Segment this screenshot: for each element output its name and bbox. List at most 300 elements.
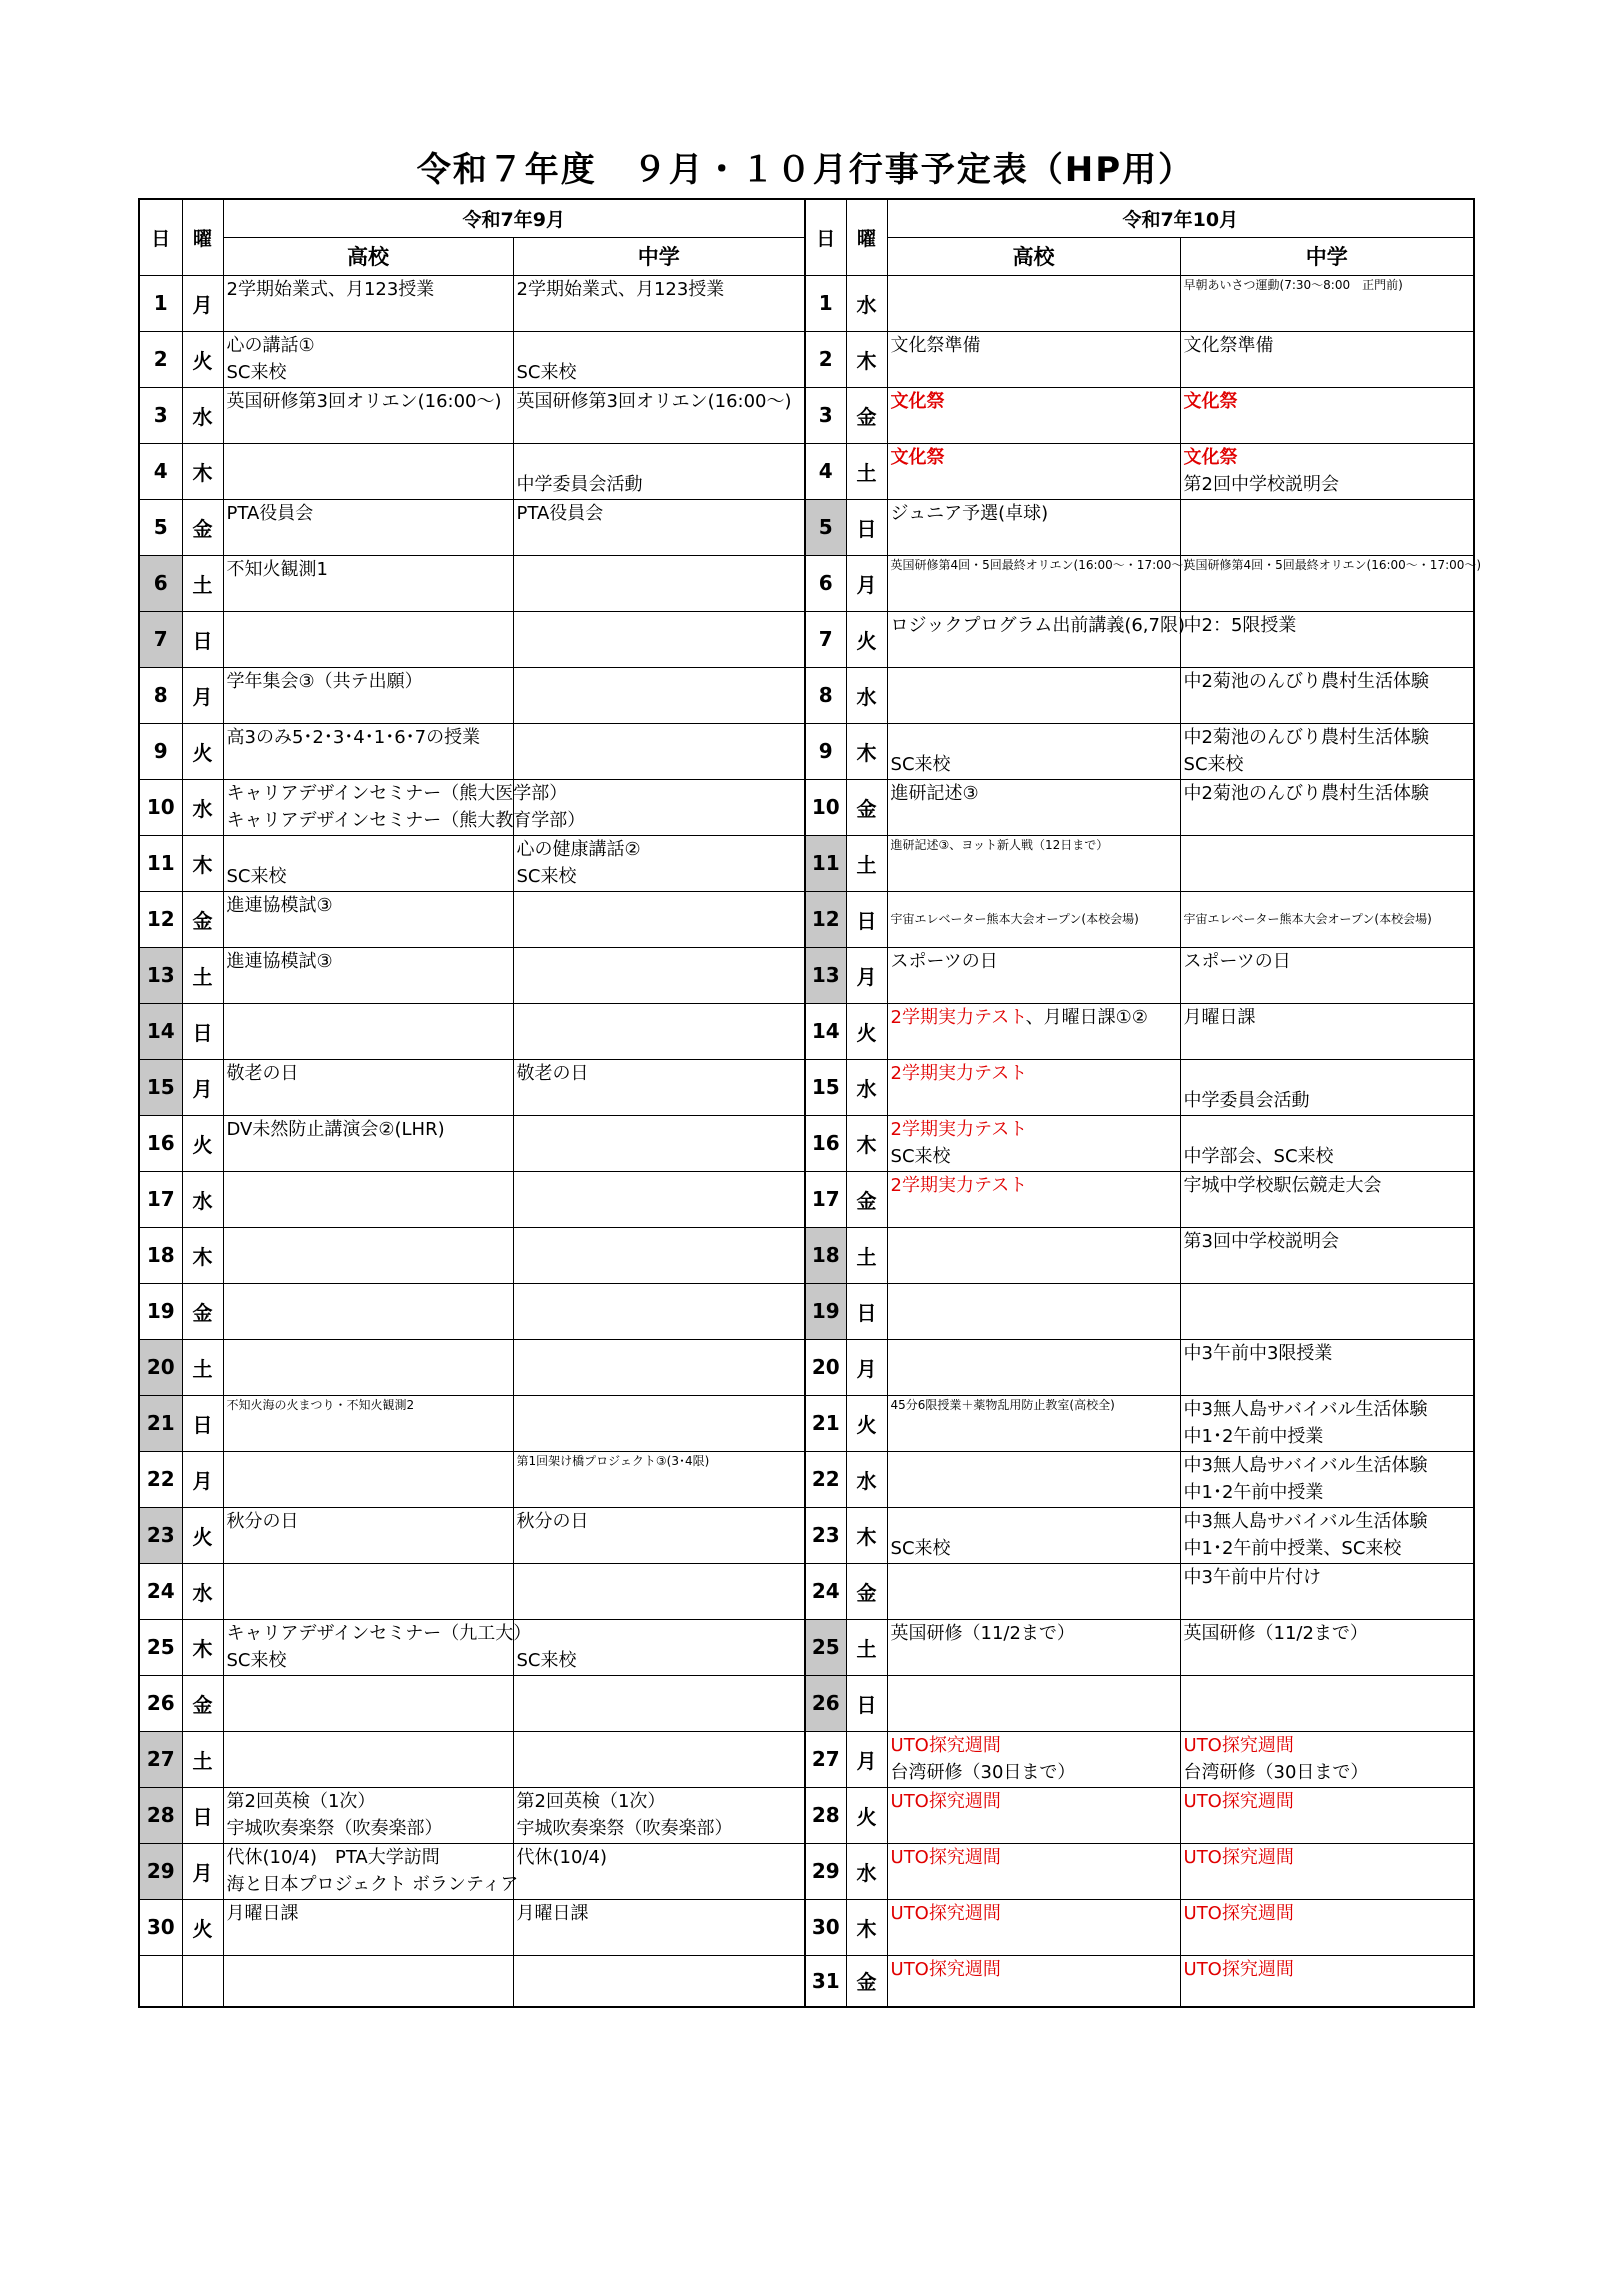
oct-day-number: 11 <box>805 835 846 891</box>
event-line: 文化祭準備 <box>890 334 981 356</box>
sep-high-school-events <box>223 1731 513 1787</box>
event-line <box>227 836 510 863</box>
event-line: 中2菊池のんびり農村生活体験 <box>1183 726 1429 748</box>
event-line: ロジックプログラム出前講義(6,7限) <box>890 614 1186 636</box>
sep-day-of-week: 水 <box>182 387 223 443</box>
sep-high-school-events <box>223 1507 513 1563</box>
table-row <box>139 1899 1474 1955</box>
oct-day-number: 2 <box>805 331 846 387</box>
event-line: 不知火海の火まつり・不知火観測2 <box>226 1397 415 1412</box>
table-row <box>139 499 1474 555</box>
sep-high-school-events <box>223 947 513 1003</box>
sep-junior-high-events <box>513 1283 805 1339</box>
sep-junior-high-events <box>513 1563 805 1619</box>
oct-day-number: 3 <box>805 387 846 443</box>
event-line: 中3無人島サバイバル生活体験 <box>1183 1398 1428 1420</box>
event-line: 高3のみ5･2･3･4･1･6･7の授業 <box>226 726 481 748</box>
sep-high-school-events <box>223 331 513 387</box>
sep-high-school-events <box>223 1787 513 1843</box>
event-line: SC来校 <box>890 1537 951 1559</box>
oct-junior-high-events <box>1180 1003 1474 1059</box>
oct-day-of-week: 金 <box>846 779 887 835</box>
schedule-body <box>139 275 1482 2007</box>
oct-junior-high-events <box>1180 667 1474 723</box>
event-line: 学年集会③（共テ出願） <box>226 670 423 692</box>
event-line <box>1184 1116 1471 1143</box>
oct-day-of-week: 月 <box>846 1339 887 1395</box>
event-line: 中学委員会活動 <box>1183 1089 1310 1111</box>
sep-day-of-week: 金 <box>182 1283 223 1339</box>
oct-day-number: 20 <box>805 1339 846 1395</box>
sep-month-header: 令和7年9月 <box>223 199 805 237</box>
sep-day-number <box>139 1955 182 2007</box>
event-line: 英国研修（11/2まで） <box>1183 1622 1368 1644</box>
oct-junior-high-events <box>1180 555 1482 611</box>
oct-high-school-events <box>887 723 1180 779</box>
table-row <box>139 947 1474 1003</box>
oct-high-school-events <box>887 1843 1180 1899</box>
sep-day-number: 9 <box>139 723 182 779</box>
sep-junior-high-events <box>513 1451 805 1507</box>
event-line: 月曜日課 <box>1183 1006 1256 1028</box>
table-row <box>139 1619 1474 1675</box>
oct-day-of-week: 金 <box>846 1171 887 1227</box>
sep-high-school-events <box>223 1899 513 1955</box>
oct-high-school-events <box>887 1563 1180 1619</box>
oct-day-number: 16 <box>805 1115 846 1171</box>
sep-junior-high-events <box>513 499 805 555</box>
event-line: 秋分の日 <box>226 1510 299 1532</box>
oct-day-number: 14 <box>805 1003 846 1059</box>
oct-high-school-events <box>887 1731 1180 1787</box>
oct-high-school-events <box>887 1115 1180 1171</box>
table-row <box>139 331 1474 387</box>
sep-day-number: 27 <box>139 1731 182 1787</box>
sep-day-number: 13 <box>139 947 182 1003</box>
oct-day-of-week: 水 <box>846 667 887 723</box>
event-line: 宇宙エレベーター熊本大会オープン(本校会場) <box>890 911 1139 926</box>
sep-day-number: 4 <box>139 443 182 499</box>
sep-day-number: 21 <box>139 1395 182 1451</box>
sep-junior-high-events <box>513 723 805 779</box>
sep-day-number: 17 <box>139 1171 182 1227</box>
table-row <box>139 1787 1474 1843</box>
event-line: キャリアデザインセミナー（熊大医学部） <box>226 782 568 804</box>
event-line: UTO探究週間 <box>890 1846 1001 1868</box>
sep-high-school-events <box>223 611 513 667</box>
oct-day-number: 17 <box>805 1171 846 1227</box>
oct-day-of-week: 日 <box>846 1283 887 1339</box>
sep-day-of-week: 水 <box>182 1171 223 1227</box>
oct-day-of-week: 月 <box>846 555 887 611</box>
table-row <box>139 387 1474 443</box>
event-line <box>891 724 1177 751</box>
event-line: 中1･2午前中授業 <box>1183 1481 1324 1503</box>
oct-day-number: 31 <box>805 1955 846 2007</box>
oct-junior-high-events <box>1180 835 1474 891</box>
oct-junior-high-header: 中学 <box>1180 237 1474 275</box>
table-row <box>139 1339 1474 1395</box>
sep-day-number: 10 <box>139 779 182 835</box>
event-line: 英国研修第3回オリエン(16:00～) <box>516 390 792 412</box>
oct-day-number: 18 <box>805 1227 846 1283</box>
event-line: UTO探究週間 <box>1183 1846 1294 1868</box>
sep-day-of-week: 月 <box>182 275 223 331</box>
oct-day-number: 30 <box>805 1899 846 1955</box>
event-line: 中3無人島サバイバル生活体験 <box>1183 1510 1428 1532</box>
sep-high-school-events <box>223 667 513 723</box>
sep-day-number: 24 <box>139 1563 182 1619</box>
oct-day-number: 19 <box>805 1283 846 1339</box>
event-line: キャリアデザインセミナー（熊大教育学部） <box>226 809 586 831</box>
sep-day-of-week: 土 <box>182 555 223 611</box>
oct-day-number: 5 <box>805 499 846 555</box>
oct-high-school-events <box>887 1619 1180 1675</box>
sep-junior-high-events <box>513 947 805 1003</box>
event-line: 心の講話① <box>226 334 315 356</box>
sep-day-of-week: 火 <box>182 1115 223 1171</box>
sep-day-of-week: 月 <box>182 1059 223 1115</box>
event-line: SC来校 <box>890 753 951 775</box>
event-line: 台湾研修（30日まで） <box>1183 1761 1369 1783</box>
table-row <box>139 1227 1474 1283</box>
sep-day-number: 26 <box>139 1675 182 1731</box>
oct-day-of-week: 水 <box>846 1451 887 1507</box>
event-line: PTA役員会 <box>226 502 314 524</box>
event-line: SC来校 <box>226 865 287 887</box>
event-line: 第2回中学校説明会 <box>1183 473 1339 495</box>
oct-junior-high-events <box>1180 1171 1474 1227</box>
sep-junior-high-events <box>513 1899 805 1955</box>
sep-day-number: 8 <box>139 667 182 723</box>
event-line: 2学期始業式、月123授業 <box>226 278 435 300</box>
sep-day-number: 3 <box>139 387 182 443</box>
oct-junior-high-events <box>1180 1283 1474 1339</box>
oct-junior-high-events <box>1180 779 1474 835</box>
oct-high-school-events <box>887 387 1180 443</box>
sep-day-of-week: 火 <box>182 1899 223 1955</box>
oct-day-number: 8 <box>805 667 846 723</box>
oct-high-school-events <box>887 555 1189 611</box>
event-line: 中学委員会活動 <box>516 473 643 495</box>
event-line: SC来校 <box>516 865 577 887</box>
event-line: 英国研修第4回・5回最終オリエン(16:00～・17:00～) <box>1183 557 1482 572</box>
event-line <box>517 444 802 471</box>
sep-high-school-events <box>223 1843 519 1899</box>
sep-junior-high-events <box>513 1395 805 1451</box>
oct-junior-high-events <box>1180 1395 1474 1451</box>
oct-high-school-events <box>887 947 1180 1003</box>
sep-day-number: 11 <box>139 835 182 891</box>
oct-day-number: 27 <box>805 1731 846 1787</box>
event-line: 45分6限授業＋薬物乱用防止教室(高校全) <box>890 1397 1115 1412</box>
oct-high-school-events <box>887 1451 1180 1507</box>
event-line: PTA役員会 <box>516 502 604 524</box>
sep-day-number: 29 <box>139 1843 182 1899</box>
sep-day-of-week: 月 <box>182 1451 223 1507</box>
sep-high-school-events <box>223 555 513 611</box>
sep-day-number: 28 <box>139 1787 182 1843</box>
oct-day-number: 9 <box>805 723 846 779</box>
oct-day-number: 1 <box>805 275 846 331</box>
oct-high-school-events <box>887 1003 1180 1059</box>
table-row <box>139 1843 1474 1899</box>
sep-high-school-events <box>223 891 513 947</box>
oct-high-school-events <box>887 275 1180 331</box>
table-row <box>139 779 1474 835</box>
event-line: 文化祭 <box>1183 446 1238 468</box>
oct-junior-high-events <box>1180 1059 1474 1115</box>
sep-day-number: 18 <box>139 1227 182 1283</box>
sep-junior-high-events <box>513 555 805 611</box>
sep-day-of-week: 月 <box>182 1843 223 1899</box>
sep-day-of-week: 木 <box>182 443 223 499</box>
event-line: 心の健康講話② <box>516 838 641 860</box>
oct-day-of-week: 木 <box>846 1899 887 1955</box>
event-line: 第2回英検（1次） <box>226 1790 376 1812</box>
event-line: 中1･2午前中授業 <box>1183 1425 1324 1447</box>
sep-day-of-week: 火 <box>182 1507 223 1563</box>
sep-day-of-week: 木 <box>182 1227 223 1283</box>
oct-junior-high-events <box>1180 1955 1474 2007</box>
table-row <box>139 1115 1474 1171</box>
event-line: 中2菊池のんびり農村生活体験 <box>1183 670 1429 692</box>
oct-day-of-week: 火 <box>846 1003 887 1059</box>
oct-high-school-events <box>887 835 1180 891</box>
sep-junior-high-events <box>513 1675 805 1731</box>
table-row <box>139 1507 1474 1563</box>
event-line: 中3無人島サバイバル生活体験 <box>1183 1454 1428 1476</box>
oct-high-school-events <box>887 499 1180 555</box>
oct-day-of-week: 木 <box>846 1115 887 1171</box>
sep-junior-high-events <box>513 1115 805 1171</box>
oct-junior-high-events <box>1180 387 1474 443</box>
sep-high-school-events <box>223 723 513 779</box>
event-line: SC来校 <box>226 1649 287 1671</box>
event-line: 中3午前中3限授業 <box>1183 1342 1333 1364</box>
event-line: 英国研修第3回オリエン(16:00～) <box>226 390 502 412</box>
oct-high-school-events <box>887 1675 1180 1731</box>
sep-day-of-week: 日 <box>182 1003 223 1059</box>
event-line: SC来校 <box>226 361 287 383</box>
event-line: 中学部会、SC来校 <box>1183 1145 1334 1167</box>
oct-day-of-week: 月 <box>846 1731 887 1787</box>
sep-day-of-week: 金 <box>182 891 223 947</box>
sep-junior-high-events <box>513 1059 805 1115</box>
table-row <box>139 1563 1474 1619</box>
sep-high-school-events <box>223 1451 513 1507</box>
schedule-table <box>138 198 1482 2008</box>
event-line: 秋分の日 <box>516 1510 589 1532</box>
table-row <box>139 611 1474 667</box>
table-row <box>139 555 1474 611</box>
sep-junior-high-events <box>513 443 805 499</box>
sep-day-of-week: 水 <box>182 779 223 835</box>
event-line: SC来校 <box>516 1649 577 1671</box>
oct-day-of-week: 水 <box>846 1843 887 1899</box>
sep-junior-high-events <box>513 1955 805 2007</box>
oct-day-number: 6 <box>805 555 846 611</box>
sep-high-school-events <box>223 835 513 891</box>
event-line: 宇城中学校駅伝競走大会 <box>1183 1174 1382 1196</box>
sep-junior-high-events <box>513 667 805 723</box>
sep-high-school-events <box>223 443 513 499</box>
sep-day-number: 22 <box>139 1451 182 1507</box>
oct-high-school-events <box>887 1339 1180 1395</box>
sep-day-of-week: 木 <box>182 1619 223 1675</box>
sep-day-number: 15 <box>139 1059 182 1115</box>
sep-day-number: 2 <box>139 331 182 387</box>
event-line: 中2：5限授業 <box>1183 614 1297 636</box>
sep-junior-high-events <box>513 1227 805 1283</box>
page-title: 令和７年度 ９月・１０月行事予定表（HP用） <box>416 150 1195 190</box>
sep-high-school-events <box>223 387 513 443</box>
event-line: UTO探究週間 <box>1183 1902 1294 1924</box>
event-line: 文化祭 <box>890 390 945 412</box>
table-row <box>139 1451 1474 1507</box>
event-line: 海と日本プロジェクト ボランティア <box>226 1873 519 1895</box>
oct-day-of-week: 金 <box>846 1563 887 1619</box>
table-row <box>139 723 1474 779</box>
oct-junior-high-events <box>1180 1451 1474 1507</box>
sep-day-number: 20 <box>139 1339 182 1395</box>
oct-day-of-week: 火 <box>846 611 887 667</box>
oct-day-of-week: 土 <box>846 443 887 499</box>
oct-day-number: 10 <box>805 779 846 835</box>
sep-junior-high-events <box>513 1171 805 1227</box>
oct-day-number: 21 <box>805 1395 846 1451</box>
event-line: キャリアデザインセミナー（九工大） <box>226 1622 532 1644</box>
event-line <box>891 1508 1177 1535</box>
oct-junior-high-events <box>1180 1563 1474 1619</box>
oct-junior-high-events <box>1180 1787 1474 1843</box>
sep-high-school-events <box>223 1227 513 1283</box>
event-line: SC来校 <box>1183 753 1244 775</box>
event-line: 第3回中学校説明会 <box>1183 1230 1339 1252</box>
oct-day-of-week: 日 <box>846 499 887 555</box>
event-line: UTO探究週間 <box>1183 1790 1294 1812</box>
sep-high-school-events <box>223 1059 513 1115</box>
oct-junior-high-events <box>1180 331 1474 387</box>
event-line: 台湾研修（30日まで） <box>890 1761 1076 1783</box>
event-line: 宇宙エレベーター熊本大会オープン(本校会場) <box>1183 911 1432 926</box>
event-text-red: 2学期実力テスト <box>890 1006 1026 1028</box>
oct-junior-high-events <box>1180 1507 1474 1563</box>
event-line: 英国研修第4回・5回最終オリエン(16:00～・17:00～) <box>890 557 1189 572</box>
event-line <box>1184 1060 1471 1087</box>
oct-day-of-week: 土 <box>846 1619 887 1675</box>
sep-day-number: 19 <box>139 1283 182 1339</box>
oct-day-number: 25 <box>805 1619 846 1675</box>
event-line: 文化祭準備 <box>1183 334 1274 356</box>
event-text: 、月曜日課①② <box>1025 1006 1148 1028</box>
table-row <box>139 1283 1474 1339</box>
oct-day-number: 23 <box>805 1507 846 1563</box>
sep-day-of-week: 金 <box>182 499 223 555</box>
event-line: 文化祭 <box>1183 390 1238 412</box>
oct-high-school-events <box>887 779 1180 835</box>
table-row <box>139 275 1474 331</box>
event-line: 中2菊池のんびり農村生活体験 <box>1183 782 1429 804</box>
sep-junior-high-events <box>513 387 805 443</box>
sep-high-school-header: 高校 <box>223 237 513 275</box>
oct-day-of-week: 木 <box>846 331 887 387</box>
oct-day-of-week: 木 <box>846 723 887 779</box>
oct-high-school-events <box>887 1507 1180 1563</box>
oct-high-school-events <box>887 891 1180 947</box>
oct-high-school-events <box>887 1171 1180 1227</box>
sep-high-school-events <box>223 1675 513 1731</box>
oct-day-of-week: 日 <box>846 891 887 947</box>
sep-day-number: 30 <box>139 1899 182 1955</box>
oct-day-number: 4 <box>805 443 846 499</box>
oct-day-of-week: 月 <box>846 947 887 1003</box>
oct-day-of-week: 金 <box>846 387 887 443</box>
sep-high-school-events <box>223 1955 513 2007</box>
event-line: スポーツの日 <box>1183 950 1291 972</box>
oct-day-header: 日 <box>805 199 846 275</box>
sep-high-school-events <box>223 779 586 835</box>
sep-high-school-events <box>223 1339 513 1395</box>
oct-high-school-events <box>887 1955 1180 2007</box>
oct-high-school-events <box>887 1395 1180 1451</box>
oct-high-school-header: 高校 <box>887 237 1180 275</box>
sep-junior-high-events <box>513 1003 805 1059</box>
sep-day-of-week: 土 <box>182 1339 223 1395</box>
oct-junior-high-events <box>1180 499 1474 555</box>
oct-month-header: 令和7年10月 <box>887 199 1474 237</box>
event-line: 進連協模試③ <box>226 894 333 916</box>
sep-day-of-week: 日 <box>182 611 223 667</box>
sep-junior-high-events <box>513 611 805 667</box>
oct-high-school-events <box>887 443 1180 499</box>
event-line: 不知火観測1 <box>226 558 328 580</box>
oct-day-of-week: 木 <box>846 1507 887 1563</box>
event-line: 代休(10/4) PTA大学訪問 <box>226 1846 440 1868</box>
oct-high-school-events <box>887 1059 1180 1115</box>
oct-day-number: 12 <box>805 891 846 947</box>
sep-high-school-events <box>223 275 513 331</box>
oct-day-number: 7 <box>805 611 846 667</box>
event-line: 代休(10/4) <box>516 1846 607 1868</box>
oct-junior-high-events <box>1180 1731 1474 1787</box>
sep-high-school-events <box>223 1171 513 1227</box>
oct-junior-high-events <box>1180 723 1474 779</box>
sep-day-of-week: 火 <box>182 331 223 387</box>
sep-junior-high-header: 中学 <box>513 237 805 275</box>
oct-junior-high-events <box>1180 1115 1474 1171</box>
sep-junior-high-events <box>513 891 805 947</box>
table-row <box>139 1171 1474 1227</box>
sep-day-of-week: 金 <box>182 1675 223 1731</box>
oct-high-school-events <box>887 331 1180 387</box>
sep-high-school-events <box>223 1395 513 1451</box>
table-row <box>139 1731 1474 1787</box>
sep-high-school-events <box>223 499 513 555</box>
oct-day-of-week: 水 <box>846 275 887 331</box>
sep-day-number: 7 <box>139 611 182 667</box>
sep-junior-high-events <box>513 275 805 331</box>
sep-day-of-week: 月 <box>182 667 223 723</box>
sep-junior-high-events <box>513 331 805 387</box>
sep-day-of-week: 土 <box>182 1731 223 1787</box>
event-line: 進研記述③、ヨット新人戦（12日まで） <box>890 837 1109 852</box>
sep-day-number: 5 <box>139 499 182 555</box>
event-line: 2学期実力テスト <box>890 1062 1028 1084</box>
event-line: 月曜日課 <box>226 1902 299 1924</box>
event-line: 第1回架け橋プロジェクト③(3･4限) <box>516 1453 710 1468</box>
oct-day-number: 29 <box>805 1843 846 1899</box>
